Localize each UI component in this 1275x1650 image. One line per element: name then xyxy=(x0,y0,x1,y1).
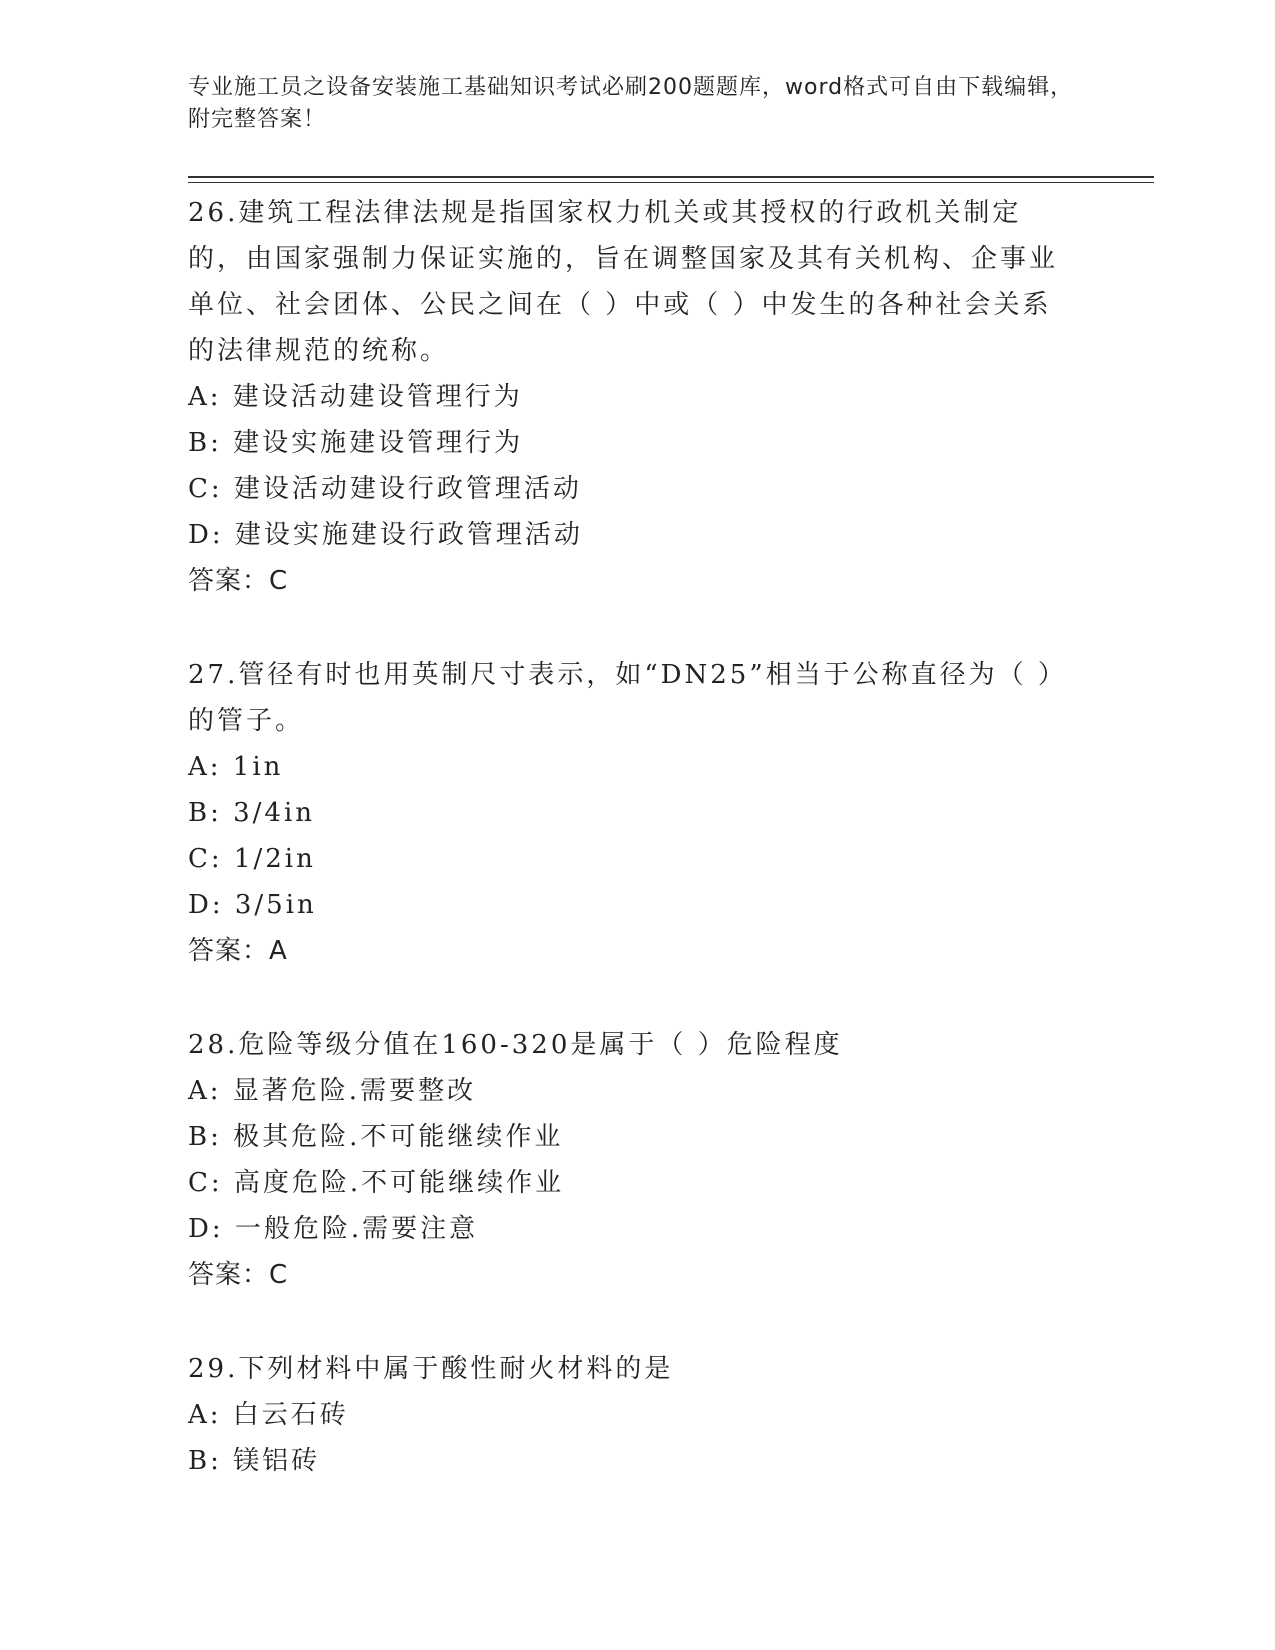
question-27 xyxy=(188,652,1068,974)
option-c: C: 1/2in xyxy=(188,844,316,874)
option-a: A: 建设活动建设管理行为 xyxy=(188,382,523,412)
option-b: B: 3/4in xyxy=(188,798,316,828)
document-header: 专业施工员之设备安装施工基础知识考试必刷200题题库，word格式可自由下载编辑，附完整答案！ xyxy=(188,75,1074,132)
question-28 xyxy=(188,1022,1068,1298)
header-divider-thick xyxy=(188,176,1154,178)
answer-line: 答案：A xyxy=(188,936,288,966)
answer-line: 答案：C xyxy=(188,1260,289,1290)
question-26 xyxy=(188,190,1068,604)
option-d: D: 一般危险.需要注意 xyxy=(188,1214,479,1244)
option-c: C: 建设活动建设行政管理活动 xyxy=(188,474,582,504)
question-stem: 27.管径有时也用英制尺寸表示，如“DN25”相当于公称直径为（ ）的管子。 xyxy=(188,660,1067,736)
option-a: A: 显著危险.需要整改 xyxy=(188,1076,477,1106)
option-d: D: 建设实施建设行政管理活动 xyxy=(188,520,583,550)
header-divider-thin xyxy=(188,182,1154,183)
option-b: B: 镁铝砖 xyxy=(188,1446,321,1476)
answer-line: 答案：C xyxy=(188,566,289,596)
question-list xyxy=(188,190,1068,1532)
question-stem: 28.危险等级分值在160-320是属于（ ）危险程度 xyxy=(188,1030,843,1060)
question-29 xyxy=(188,1346,1068,1484)
option-a: A: 1in xyxy=(188,752,284,782)
question-stem: 26.建筑工程法律法规是指国家权力机关或其授权的行政机关制定的，由国家强制力保证实施的，旨在调整国家及其有关机构、企事业单位、社会团体、公民之间在（ ）中或（ ）中发生的各种社会关系的法律规范的统称。 xyxy=(188,198,1059,366)
option-c: C: 高度危险.不可能继续作业 xyxy=(188,1168,565,1198)
option-a: A: 白云石砖 xyxy=(188,1400,349,1430)
option-d: D: 3/5in xyxy=(188,890,317,920)
option-b: B: 建设实施建设管理行为 xyxy=(188,428,524,458)
option-b: B: 极其危险.不可能继续作业 xyxy=(188,1122,564,1152)
question-stem: 29.下列材料中属于酸性耐火材料的是 xyxy=(188,1354,674,1384)
